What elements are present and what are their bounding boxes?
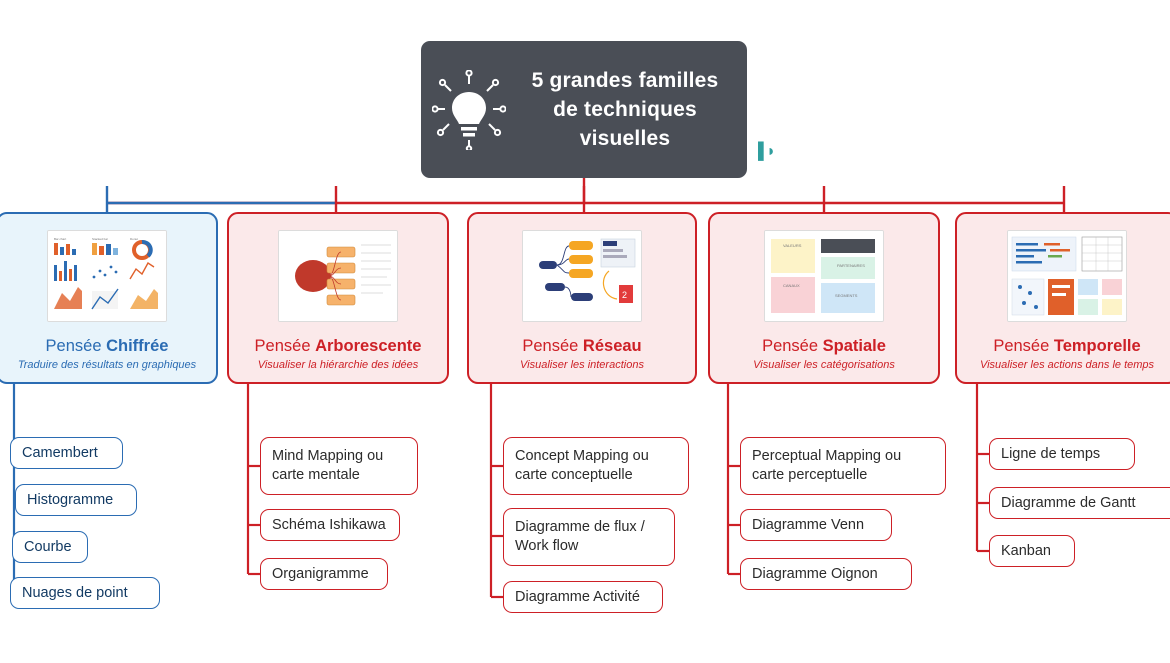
svg-text:Bar chart: Bar chart [54,237,67,241]
leaf-perceptual-mapping[interactable] [740,437,946,495]
leaf-label: Histogramme [27,491,114,508]
card-title-strong: Réseau [582,337,642,355]
card-caption-arborescente [229,322,447,371]
root-title-line-2: de techniques [553,98,697,121]
leaf-schema-ishikawa[interactable] [260,509,400,541]
leaf-diagramme-de-gantt[interactable] [989,487,1170,519]
leaf-label: Diagramme Activité [515,588,640,605]
card-title-strong: Spatiale [822,337,886,355]
card-subtitle: Visualiser la hiérarchie des idées [257,359,419,371]
lightbulb-icon [421,70,517,150]
root-title-line-1: 5 grandes familles [531,69,719,92]
leaf-label: Diagramme de flux / Work flow [515,519,645,554]
leaf-diagramme-activite[interactable] [503,581,663,613]
svg-text:SEGMENTS: SEGMENTS [835,293,858,298]
card-subtitle: Visualiser les catégorisations [753,359,895,371]
card-title-prefix: Pensée [993,337,1054,355]
mindmeister-logo-icon: ▌◗ [758,143,773,160]
leaf-label: Organigramme [272,565,369,582]
leaf-label: Schéma Ishikawa [272,516,386,533]
leaf-label: Kanban [1001,542,1051,559]
leaf-organigramme[interactable] [260,558,388,590]
leaf-label: Ligne de temps [1001,445,1101,462]
leaf-courbe[interactable] [12,531,88,563]
leaf-label: Diagramme Oignon [752,565,878,582]
card-caption-chiffree [0,322,216,371]
leaf-label: Perceptual Mapping ou carte perceptuelle [752,448,902,483]
leaf-diagramme-oignon[interactable] [740,558,912,590]
card-subtitle: Traduire des résultats en graphiques [17,359,197,371]
card-title-prefix: Pensée [522,337,583,355]
card-caption-spatiale [710,322,938,371]
leaf-label: Courbe [24,538,72,555]
leaf-label: Camembert [22,444,98,461]
thumbnail-chiffree [47,230,167,322]
svg-text:2: 2 [622,290,628,300]
root-title [517,66,747,153]
leaf-mind-mapping[interactable] [260,437,418,495]
card-subtitle: Visualiser les interactions [520,359,644,371]
card-title-strong: Temporelle [1053,337,1141,355]
leaf-label: Nuages de point [22,584,128,601]
branch-card-spatiale[interactable] [708,212,940,384]
leaf-diagramme-venn[interactable] [740,509,892,541]
leaf-label: Diagramme Venn [752,516,865,533]
card-subtitle: Visualiser les actions dans le temps [979,359,1155,371]
thumbnail-spatiale [764,230,884,322]
leaf-kanban[interactable] [989,535,1075,567]
branch-card-temporelle[interactable] [955,212,1170,384]
svg-text:Stacked bar: Stacked bar [92,237,109,241]
svg-text:PARTENAIRES: PARTENAIRES [837,263,865,268]
thumbnail-arborescente [278,230,398,322]
root-node[interactable] [421,41,747,178]
leaf-label: Concept Mapping ou carte conceptuelle [515,448,649,483]
leaf-histogramme[interactable] [15,484,137,516]
leaf-nuages-de-point[interactable] [10,577,160,609]
svg-text:CANAUX: CANAUX [783,283,800,288]
card-caption-temporelle [957,322,1170,371]
leaf-ligne-de-temps[interactable] [989,438,1135,470]
thumbnail-temporelle [1007,230,1127,322]
card-title-prefix: Pensée [254,337,316,355]
card-title-strong: Arborescente [315,337,422,355]
leaf-label: Mind Mapping ou carte mentale [272,448,384,483]
card-title-strong: Chiffrée [106,337,169,355]
root-title-line-3: visuelles [579,127,671,150]
card-caption-reseau [469,322,695,371]
branch-card-arborescente[interactable] [227,212,449,384]
leaf-camembert[interactable] [10,437,123,469]
thumbnail-reseau [522,230,642,322]
card-title-prefix: Pensée [762,337,823,355]
branch-card-chiffree[interactable] [0,212,218,384]
leaf-concept-mapping[interactable] [503,437,689,495]
svg-text:Donut: Donut [130,237,139,241]
branch-card-reseau[interactable] [467,212,697,384]
card-title-prefix: Pensée [45,337,107,355]
leaf-diagramme-de-flux[interactable] [503,508,675,566]
svg-text:VALEURS: VALEURS [783,243,802,248]
leaf-label: Diagramme de Gantt [1001,494,1136,511]
